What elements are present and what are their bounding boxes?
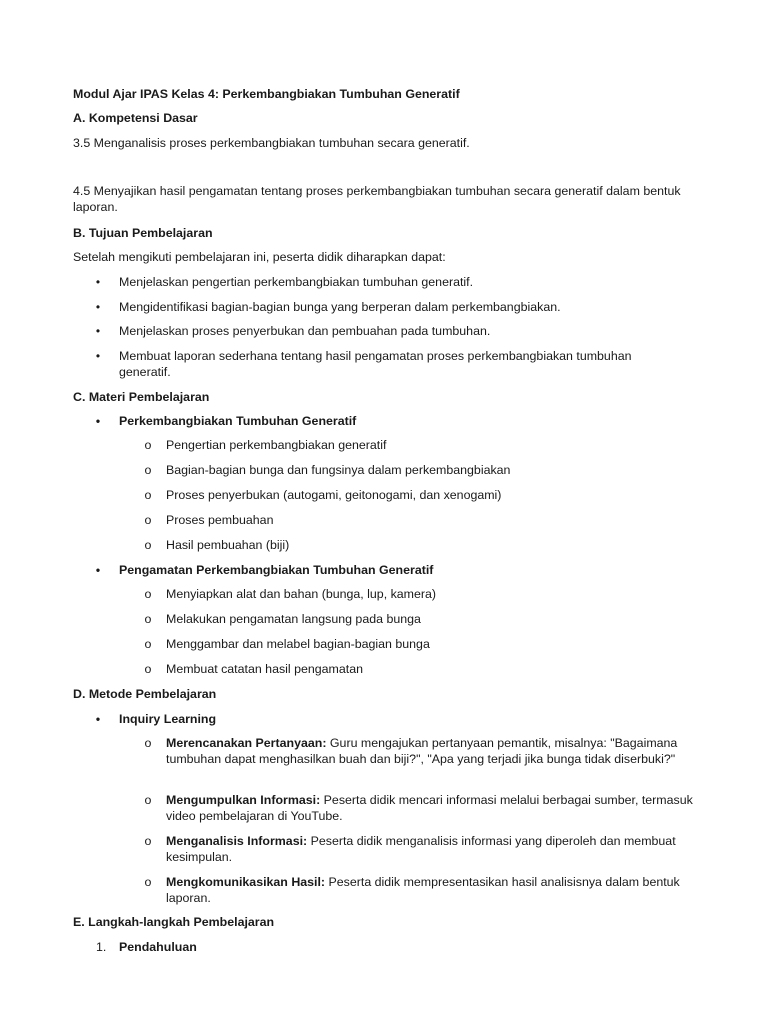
sub-marker: o	[144, 488, 152, 502]
list-group-title: Pengamatan Perkembangbiakan Tumbuhan Generatif	[119, 563, 434, 577]
list-item-text: Menjelaskan pengertian perkembangbiakan tumbuhan generatif.	[119, 275, 474, 289]
bullet-marker: •	[95, 300, 101, 314]
sub-marker: o	[144, 637, 152, 651]
sub-list-item-text: Pengertian perkembangbiakan generatif	[166, 438, 387, 452]
kd-3-5: 3.5 Menganalisis proses perkembangbiakan tumbuhan secara generatif.	[73, 136, 470, 150]
list-item-text: Mengidentifikasi bagian-bagian bunga yang berperan dalam perkembangbiakan.	[119, 300, 561, 314]
bullet-marker: •	[95, 563, 101, 577]
sub-marker: o	[144, 612, 152, 626]
sub-marker: o	[144, 438, 152, 452]
sub-marker: o	[144, 463, 152, 477]
section-d-heading: D. Metode Pembelajaran	[73, 687, 217, 701]
step-text: Peserta didik menganalisis informasi yang diperoleh dan membuat kesimpulan.	[166, 834, 676, 864]
section-b-heading: B. Tujuan Pembelajaran	[73, 226, 213, 240]
section-b-intro: Setelah mengikuti pembelajaran ini, peserta didik diharapkan dapat:	[73, 250, 446, 264]
sub-list-item-text: Proses pembuahan	[166, 513, 274, 527]
bullet-marker: •	[95, 275, 101, 289]
number-marker: 1.	[96, 940, 107, 954]
sub-list-item-text: Bagian-bagian bunga dan fungsinya dalam perkembangbiakan	[166, 463, 511, 477]
sub-list-item-text: Proses penyerbukan (autogami, geitonogami, dan xenogami)	[166, 488, 502, 502]
sub-marker: o	[144, 587, 152, 601]
bullet-marker: •	[95, 712, 101, 726]
sub-marker: o	[144, 834, 152, 848]
step-label: Menganalisis Informasi:	[166, 834, 308, 848]
sub-marker: o	[144, 662, 152, 676]
sub-marker: o	[144, 875, 152, 889]
section-c-heading: C. Materi Pembelajaran	[73, 390, 210, 404]
sub-list-item-text	[166, 792, 696, 824]
sub-list-item-text: Menggambar dan melabel bagian-bagian bunga	[166, 637, 430, 651]
method-name: Inquiry Learning	[119, 712, 217, 726]
step-label: Merencanakan Pertanyaan:	[166, 736, 327, 750]
section-a-heading: A. Kompetensi Dasar	[73, 111, 198, 125]
document-title: Modul Ajar IPAS Kelas 4: Perkembangbiakan Tumbuhan Generatif	[73, 87, 460, 101]
bullet-marker: •	[95, 324, 101, 338]
sub-marker: o	[144, 538, 152, 552]
sub-list-item-text: Hasil pembuahan (biji)	[166, 538, 290, 552]
list-item-text: Menjelaskan proses penyerbukan dan pembuahan pada tumbuhan.	[119, 324, 491, 338]
step-text: Peserta didik mempresentasikan hasil analisisnya dalam bentuk laporan.	[166, 875, 680, 905]
sub-marker: o	[144, 793, 152, 807]
bullet-marker: •	[95, 414, 101, 428]
step-label: Mengumpulkan Informasi:	[166, 793, 321, 807]
sub-marker: o	[144, 736, 152, 750]
step-text: Peserta didik mencari informasi melalui berbagai sumber, termasuk video pembelajaran di YouTube.	[166, 793, 693, 823]
sub-list-item-text	[166, 833, 696, 865]
step-text: Guru mengajukan pertanyaan pemantik, misalnya: "Bagaimana tumbuhan dapat menghasilkan buah dan biji?", "Apa yang terjadi jika bunga tidak diserbuki?"	[166, 736, 678, 766]
section-e-heading: E. Langkah-langkah Pembelajaran	[73, 915, 275, 929]
kd-4-5: 4.5 Menyajikan hasil pengamatan tentang proses perkembangbiakan tumbuhan secara generatif dalam bentuk laporan.	[73, 184, 681, 214]
list-item-text: Membuat laporan sederhana tentang hasil pengamatan proses perkembangbiakan tumbuhan generatif.	[119, 349, 632, 379]
list-group-title: Perkembangbiakan Tumbuhan Generatif	[119, 414, 357, 428]
sub-list-item-text: Menyiapkan alat dan bahan (bunga, lup, kamera)	[166, 587, 437, 601]
sub-list-item-text	[166, 874, 696, 906]
sub-list-item-text: Melakukan pengamatan langsung pada bunga	[166, 612, 421, 626]
sub-marker: o	[144, 513, 152, 527]
sub-list-item-text: Membuat catatan hasil pengamatan	[166, 662, 363, 676]
bullet-marker: •	[95, 349, 101, 363]
sub-list-item-text	[166, 735, 696, 767]
numbered-item-title: Pendahuluan	[119, 940, 197, 954]
step-label: Mengkomunikasikan Hasil:	[166, 875, 326, 889]
